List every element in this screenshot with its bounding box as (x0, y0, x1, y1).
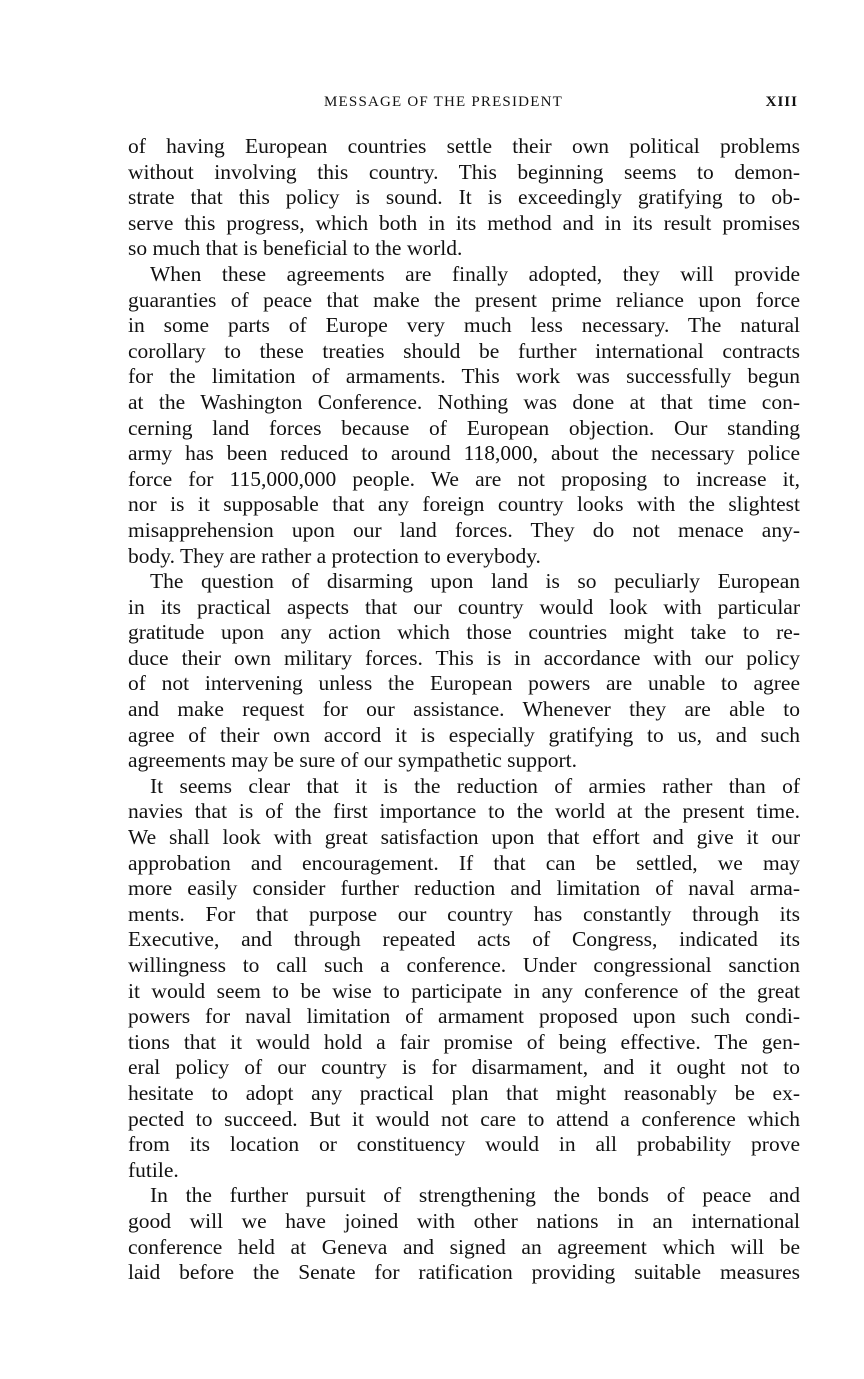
text-line: corollary to these treaties should be further international contracts (128, 338, 800, 363)
text-line: serve this progress, which both in its method and in its result promises (128, 210, 800, 235)
text-line: duce their own military forces. This is in accordance with our policy (128, 645, 800, 670)
paragraph (128, 1183, 800, 1285)
text-line: cerning land forces because of European objection. Our standing (128, 415, 800, 440)
body-text (128, 134, 800, 1286)
text-line: In the further pursuit of strengthening the bonds of peace and (150, 1183, 800, 1208)
text-line: agree of their own accord it is especially gratifying to us, and such (128, 722, 800, 747)
text-line: When these agreements are finally adopted, they will provide (150, 261, 800, 286)
text-line: eral policy of our country is for disarmament, and it ought not to (128, 1055, 800, 1080)
text-line: futile. (128, 1157, 179, 1182)
text-line: gratitude upon any action which those countries might take to re- (128, 620, 800, 645)
text-line: hesitate to adopt any practical plan that might reasonably be ex- (128, 1080, 800, 1105)
text-line: approbation and encouragement. If that can be settled, we may (128, 850, 800, 875)
text-line: ments. For that purpose our country has constantly through its (128, 901, 800, 926)
page-number: XIII (765, 94, 798, 110)
text-line: army has been reduced to around 118,000, about the necessary police (128, 441, 800, 466)
paragraph (128, 569, 800, 774)
text-line: good will we have joined with other nations in an international (128, 1208, 800, 1233)
text-line: conference held at Geneva and signed an agreement which will be (128, 1234, 800, 1259)
text-line: misapprehension upon our land forces. They do not menace any- (128, 517, 800, 542)
text-line: of having European countries settle their own political problems (128, 134, 800, 158)
text-line: in its practical aspects that our country would look with particular (128, 594, 800, 619)
text-line: We shall look with great satisfaction upon that effort and give it our (128, 825, 800, 850)
text-line: from its location or constituency would in all probability prove (128, 1132, 800, 1157)
running-head (128, 94, 800, 116)
paragraph (128, 134, 800, 262)
paragraph (128, 262, 800, 569)
text-line: It seems clear that it is the reduction of armies rather than of (150, 773, 800, 798)
text-line: willingness to call such a conference. Under congressional sanction (128, 953, 800, 977)
text-line: strate that this policy is sound. It is exceedingly gratifying to ob- (128, 185, 800, 210)
text-line: more easily consider further reduction and limitation of naval arma- (128, 876, 800, 901)
text-line: powers for naval limitation of armament proposed upon such condi- (128, 1004, 800, 1029)
text-line: nor is it supposable that any foreign country looks with the slightest (128, 492, 800, 517)
text-line: pected to succeed. But it would not care to attend a conference which (128, 1106, 800, 1131)
text-line: of not intervening unless the European powers are unable to agree (128, 671, 800, 696)
text-line: agreements may be sure of our sympathetic support. (128, 748, 577, 773)
text-line: at the Washington Conference. Nothing was done at that time con- (128, 389, 800, 414)
text-line: without involving this country. This beginning seems to demon- (128, 159, 800, 184)
text-line: tions that it would hold a fair promise of being effective. The gen- (128, 1029, 800, 1054)
text-line: body. They are rather a protection to everybody. (128, 543, 541, 568)
text-line: navies that is of the first importance to the world at the present time. (128, 799, 800, 824)
paragraph (128, 774, 800, 1184)
text-line: force for 115,000,000 people. We are not proposing to increase it, (128, 466, 800, 491)
text-line: The question of disarming upon land is so peculiarly European (150, 569, 800, 594)
text-line: guaranties of peace that make the present prime reliance upon force (128, 287, 800, 312)
text-line: and make request for our assistance. Whenever they are able to (128, 697, 800, 722)
running-head-title: MESSAGE OF THE PRESIDENT (324, 94, 563, 110)
text-line: so much that is beneficial to the world. (128, 236, 463, 261)
text-line: for the limitation of armaments. This work was successfully begun (128, 364, 800, 389)
text-line: it would seem to be wise to participate in any conference of the great (128, 978, 800, 1003)
text-line: in some parts of Europe very much less necessary. The natural (128, 313, 800, 338)
text-line: laid before the Senate for ratification providing suitable measures (128, 1260, 800, 1285)
text-line: Executive, and through repeated acts of Congress, indicated its (128, 927, 800, 952)
